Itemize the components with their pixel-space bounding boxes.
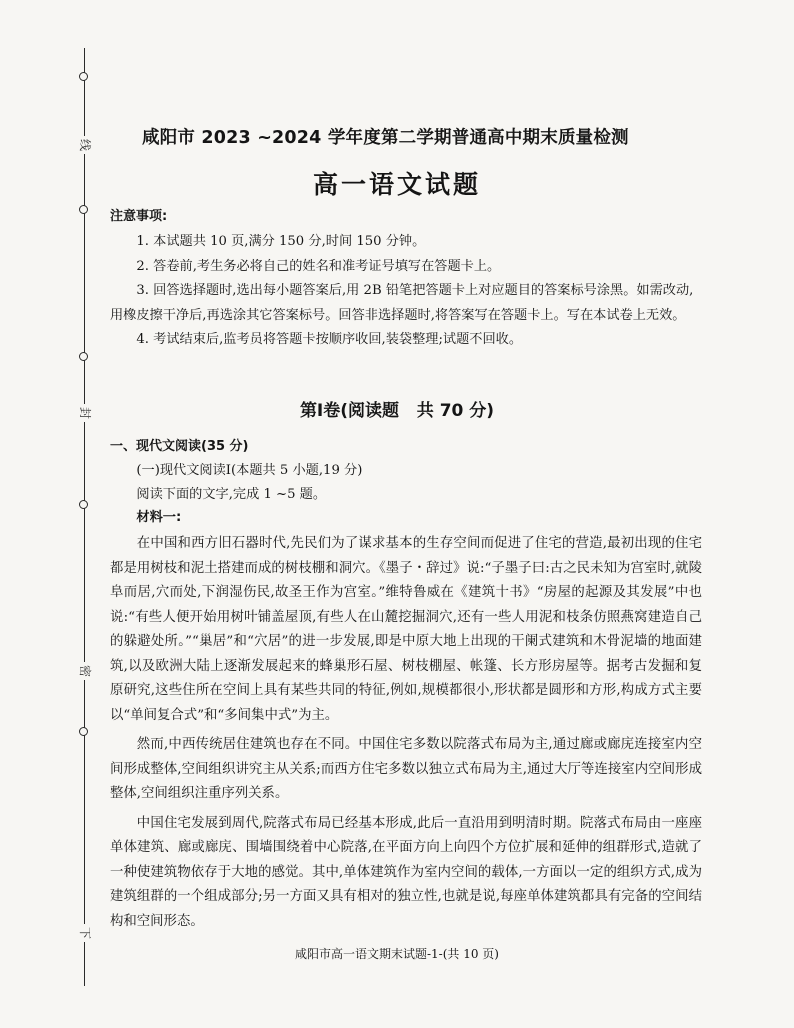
binding-char-secret: 密 [76, 662, 94, 680]
subject-title: 高一语文试题 [312, 170, 481, 199]
notice-heading: 注意事项: [110, 209, 168, 224]
volume-title: 第Ⅰ卷(阅读题 共 70 分) [299, 401, 495, 421]
binding-hole [79, 205, 88, 214]
notice-item: 3. 回答选择题时,选出每小题答案后,用 2B 铅笔把答题卡上对应题目的答案标号涂黑。如需改动,用橡皮擦干净后,再选涂其它答案标号。回答非选择题时,将答案写在答题卡上。写在本试卷上无效。 [110, 283, 694, 323]
binding-char-seal: 封 [76, 404, 94, 422]
notice-item: 1. 本试题共 10 页,满分 150 分,时间 150 分钟。 [136, 234, 426, 249]
sub-section-title: (一)现代文阅读Ⅰ(本题共 5 小题,19 分) [136, 463, 363, 478]
reading-article [110, 532, 702, 939]
notice-item: 2. 答卷前,考生务必将自己的姓名和准考证号填写在答题卡上。 [136, 258, 501, 274]
page-footer: 咸阳市高一语文期末试题-1-(共 10 页) [294, 947, 499, 961]
article-paragraph: 中国住宅发展到周代,院落式布局已经基本形成,此后一直沿用到明清时期。院落式布局由一座座单体建筑、廊或廊庑、围墙围绕着中心院落,在平面方向上向四个方位扩展和延伸的组群形式,造就了一种使建筑物依存于大地的感觉。其中,单体建筑作为室内空间的载体,一方面以一定的组织方式,成为建筑组群的一个组成部分;另一方面又具有相对的独立性,也就是说,每座单体建筑都具有完备的空间结构和空间形态。 [110, 815, 702, 929]
section-intro [110, 459, 702, 530]
instruction-text: 阅读下面的文字,完成 1 ~5 题。 [136, 486, 327, 502]
article-paragraph: 在中国和西方旧石器时代,先民们为了谋求基本的生存空间而促进了住宅的营造,最初出现的住宅都是用树枝和泥土搭建而成的树枝棚和洞穴。《墨子・辞过》说:“子墨子曰:古之民未知为宫室时,就陵阜而居,穴而处,下润湿伤民,故圣王作为宫室。”维特鲁威在《建筑十书》“房屋的起源及其发展”中也说:“有些人便开始用树叶铺盖屋顶,有些人在山麓挖掘洞穴,还有一些人用泥和枝条仿照燕窝建造自己的躲避处所。”“巢居”和“穴居”的进一步发展,即是中原大地上出现的干阑式建筑和木骨泥墙的地面建筑,以及欧洲大陆上逐渐发展起来的蜂巢形石屋、树枝棚屋、帐篷、长方形房屋等。据考古发掘和复原研究,这些住所在空间上具有某些共同的特征,例如,规模都很小,形状都是圆形和方形,构成方式主要以“单间复合式”和“多间集中式”为主。 [110, 536, 702, 723]
notice-list [110, 230, 702, 353]
binding-hole [79, 72, 88, 81]
binding-char-line: 线 [76, 136, 94, 154]
binding-hole [79, 727, 88, 736]
binding-char-down: 下 [76, 924, 94, 942]
binding-hole [79, 500, 88, 509]
notice-item: 4. 考试结束后,监考员将答题卡按顺序收回,装袋整理;试题不回收。 [136, 332, 523, 347]
exam-title: 咸阳市 2023 ~2024 学年度第二学期普通高中期末质量检测 [142, 128, 629, 148]
section-title: 一、现代文阅读(35 分) [110, 439, 249, 454]
material-label: 材料一: [136, 510, 182, 525]
article-paragraph: 然而,中西传统居住建筑也存在不同。中国住宅多数以院落式布局为主,通过廊或廊庑连接室内空间形成整体,空间组织讲究主从关系;而西方住宅多数以独立式布局为主,通过大厅等连接室内空间形成整体,空间组织注重序列关系。 [110, 737, 702, 801]
binding-hole [79, 352, 88, 361]
